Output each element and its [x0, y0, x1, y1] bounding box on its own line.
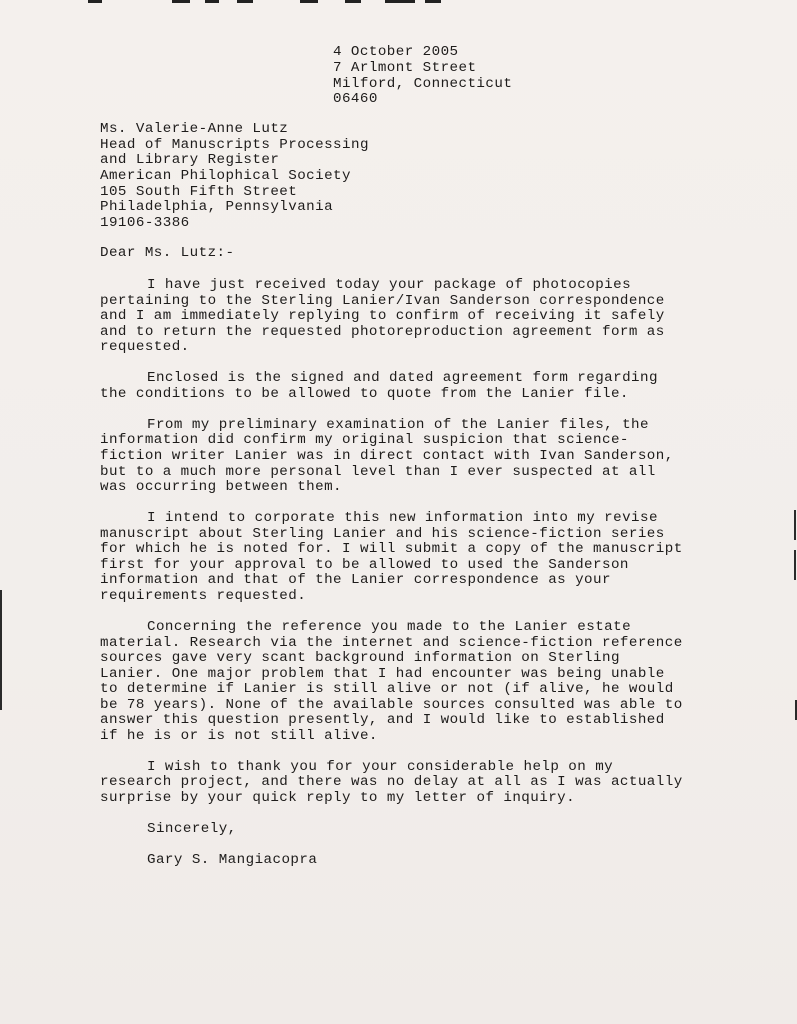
paragraph-line: and I am immediately replying to confirm of receiving it safely [100, 308, 665, 324]
paragraph-line: surprise by your quick reply to my letter of inquiry. [100, 790, 576, 806]
top-edge-marks [0, 0, 797, 8]
paragraph-line: From my preliminary examination of the Lanier files, the [147, 417, 649, 433]
signature-name: Gary S. Mangiacopra [147, 852, 318, 868]
recipient-organization: American Philophical Society [100, 168, 351, 184]
sender-city: Milford, Connecticut [333, 76, 513, 92]
paragraph-line: for which he is noted for. I will submit a copy of the manuscript [100, 541, 683, 557]
paragraph-line: to determine if Lanier is still alive or not (if alive, he would [100, 681, 674, 697]
paragraph-line: material. Research via the internet and science-fiction reference [100, 635, 683, 651]
right-edge-mark [794, 550, 796, 580]
salutation: Dear Ms. Lutz:- [100, 245, 235, 261]
paragraph-line: fiction writer Lanier was in direct contact with Ivan Sanderson, [100, 448, 674, 464]
paragraph-line: be 78 years). None of the available sources consulted was able to [100, 697, 683, 713]
paragraph-line: I wish to thank you for your considerable help on my [147, 759, 614, 775]
paragraph-line: was occurring between them. [100, 479, 343, 495]
recipient-street: 105 South Fifth Street [100, 184, 298, 200]
paragraph-line: I have just received today your package of photocopies [147, 277, 632, 293]
paragraph-line: requested. [100, 339, 190, 355]
left-edge-mark [0, 590, 2, 710]
paragraph-line: answer this question presently, and I would like to established [100, 712, 665, 728]
recipient-zip: 19106-3386 [100, 215, 190, 231]
paragraph-line: manuscript about Sterling Lanier and his science-fiction series [100, 526, 665, 542]
paragraph-line: I intend to corporate this new information into my revise [147, 510, 658, 526]
paragraph-line: Enclosed is the signed and dated agreement form regarding [147, 370, 658, 386]
paragraph-line: the conditions to be allowed to quote from the Lanier file. [100, 386, 629, 402]
paragraph-line: first for your approval to be allowed to used the Sanderson [100, 557, 629, 573]
letter-date: 4 October 2005 [333, 44, 459, 60]
sender-zip: 06460 [333, 91, 378, 107]
closing: Sincerely, [147, 821, 237, 837]
recipient-title-line1: Head of Manuscripts Processing [100, 137, 369, 153]
paragraph-line: and to return the requested photoreproduction agreement form as [100, 324, 665, 340]
paragraph-line: information and that of the Lanier correspondence as your [100, 572, 611, 588]
paragraph-line: Lanier. One major problem that I had encounter was being unable [100, 666, 665, 682]
paragraph-line: requirements requested. [100, 588, 307, 604]
sender-street: 7 Arlmont Street [333, 60, 477, 76]
paragraph-line: if he is or is not still alive. [100, 728, 378, 744]
recipient-name: Ms. Valerie-Anne Lutz [100, 121, 289, 137]
right-edge-mark [794, 510, 796, 540]
paragraph-line: information did confirm my original suspicion that science- [100, 432, 629, 448]
paragraph-line: Concerning the reference you made to the Lanier estate [147, 619, 632, 635]
paragraph-line: research project, and there was no delay at all as I was actually [100, 774, 683, 790]
recipient-city: Philadelphia, Pennsylvania [100, 199, 334, 215]
paragraph-line: sources gave very scant background information on Sterling [100, 650, 620, 666]
paragraph-line: but to a much more personal level than I ever suspected at all [100, 464, 656, 480]
paragraph-line: pertaining to the Sterling Lanier/Ivan Sanderson correspondence [100, 293, 665, 309]
recipient-title-line2: and Library Register [100, 152, 280, 168]
